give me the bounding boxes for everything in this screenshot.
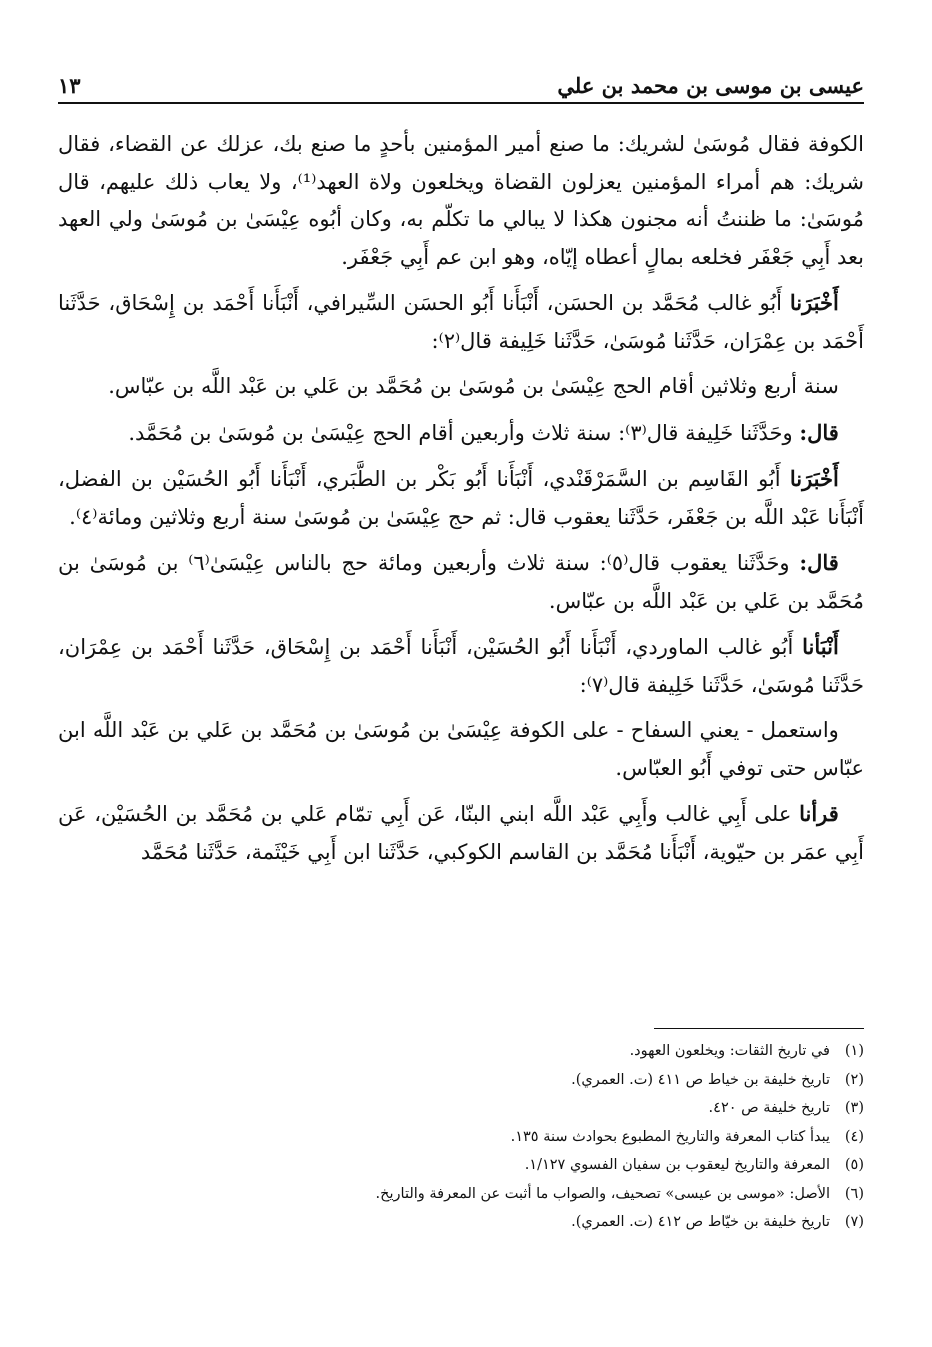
- footnote-list: [58, 1037, 864, 1237]
- footnote-text: الأصل: «موسى بن عيسى» تصحيف، والصواب ما أثبت عن المعرفة والتاريخ.: [375, 1185, 830, 1202]
- paragraph-text: وحَدَّثَنا يعقوب قال⁽٥⁾: سنة ثلاث وأربعين ومائة حج بالناس عِيْسَىٰ⁽٦⁾ بن مُوسَىٰ بن مُحَمَّد بن عَلي بن عَبْد اللَّه بن عبّاس.: [58, 551, 864, 613]
- footnote-number: (٣): [844, 1100, 864, 1116]
- paragraph-text: أَبُو غالب الماوردي، أَنْبَأَنا أَبُو الحُسَيْن، أَنْبَأَنا أَحْمَد بن إِسْحَاق، حَدَّثَنا أَحْمَد بن عِمْرَان، حَدَّثَنا مُوسَىٰ، حَدَّثَنا خَلِيفة قال⁽٧⁾:: [58, 635, 864, 697]
- paragraph: [58, 795, 864, 871]
- footnote: [58, 1066, 864, 1095]
- paragraph: [58, 460, 864, 536]
- paragraph-lead-word: أَنْبَأنا: [802, 634, 839, 659]
- footnote-text: تاريخ خليفة بن خياط ص ٤١١ (ت. العمري).: [571, 1071, 830, 1088]
- paragraph-text: سنة أربع وثلاثين أقام الحج عِيْسَىٰ بن مُوسَىٰ بن مُحَمَّد بن عَلي بن عَبْد اللَّه بن عبّاس.: [108, 374, 839, 398]
- book-page: [58, 62, 864, 879]
- paragraph: [58, 628, 864, 704]
- paragraph-lead-word: قال:: [799, 419, 839, 445]
- paragraph-lead-word: أَخْبَرَنا: [789, 466, 839, 491]
- paragraph-lead-word: قرأنا: [799, 801, 839, 826]
- footnote: [58, 1123, 864, 1152]
- footnote-text: تاريخ خليفة ص ٤٢٠.: [708, 1100, 830, 1116]
- paragraph-text: واستعمل - يعني السفاح - على الكوفة عِيْسَىٰ بن مُوسَىٰ بن مُحَمَّد بن عَلي بن عَبْد اللَّه ابن عبّاس حتى توفي أَبُو العبّاس.: [58, 718, 864, 780]
- running-header: [58, 62, 864, 104]
- paragraph-text: الكوفة فقال مُوسَىٰ لشريك: ما صنع أمير المؤمنين بأحدٍ ما صنع بك، عزلك عن القضاء، فقال شريك: هم أمراء المؤمنين يعزلون القضاة ويخلعون ولاة العهد⁽¹⁾، ولا يعاب ذلك عليهم، قال مُوسَىٰ: ما ظننتُ أنه مجنون هكذا لا يبالي ما تكلّم به، وكان أبُوه عِيْسَىٰ بن مُوسَىٰ ولي العهد بعد أَبِي جَعْفَر فخلعه بمالٍ أعطاه إيّاه، وهو ابن عم أَبِي جَعْفَر.: [58, 132, 864, 269]
- footnote: [58, 1037, 864, 1066]
- paragraph: [58, 544, 864, 620]
- paragraph: [58, 284, 864, 360]
- footnote-text: في تاريخ الثقات: ويخلعون العهود.: [629, 1043, 830, 1059]
- footnote-number: (٦): [844, 1185, 864, 1202]
- running-title: عيسى بن موسى بن محمد بن علي: [557, 73, 864, 98]
- footnote-number: (١): [844, 1043, 864, 1059]
- paragraph-text: أَبُو القَاسِم بن السَّمَرْقَنْدي، أَنْبَأَنا أَبُو بَكْر بن الطَّبَري، أَنْبَأَنا أَبُو الحُسَيْن بن الفضل، أَنْبَأَنا عَبْد اللَّه بن جَعْفَر، حَدَّثَنا يعقوب قال: ثم حج عِيْسَىٰ بن مُوسَىٰ سنة أربع وثلاثين ومائة⁽٤⁾.: [58, 467, 864, 529]
- footnote: [58, 1094, 864, 1123]
- footnote-text: المعرفة والتاريخ ليعقوب بن سفيان الفسوي ١/١٢٧.: [524, 1157, 830, 1173]
- page-number: ١٣: [58, 73, 81, 98]
- footnote-text: تاريخ خليفة بن خيّاط ص ٤١٢ (ت. العمري).: [571, 1214, 830, 1230]
- paragraph-text: أَبُو غالب مُحَمَّد بن الحسَن، أَنْبَأَنا أَبُو الحسَن السِّيرافي، أَنْبَأَنا أَحْمَد بن إِسْحَاق، حَدَّثَنا أَحْمَد بن عِمْرَان، حَدَّثَنا مُوسَىٰ، حَدَّثَنا خَلِيفة قال⁽٢⁾:: [58, 291, 864, 353]
- paragraph: [58, 368, 864, 406]
- footnote-number: (٢): [844, 1071, 864, 1088]
- footnote-separator: [654, 1028, 864, 1029]
- paragraph: [58, 126, 864, 276]
- footnote: [58, 1208, 864, 1237]
- footnote-number: (٥): [844, 1157, 864, 1173]
- footnote-number: (٤): [844, 1128, 864, 1145]
- paragraph-lead-word: قال:: [799, 550, 839, 575]
- footnote: [58, 1180, 864, 1209]
- paragraph: [58, 414, 864, 453]
- footnote-number: (٧): [844, 1214, 864, 1230]
- paragraph: [58, 712, 864, 787]
- footnote-text: يبدأ كتاب المعرفة والتاريخ المطبوع بحوادث سنة ١٣٥.: [510, 1128, 830, 1145]
- paragraph-lead-word: أَخْبَرَنا: [789, 290, 839, 315]
- footnote: [58, 1151, 864, 1180]
- paragraph-text: وحَدَّثَنا خَلِيفة قال⁽٣⁾: سنة ثلاث وأربعين أقام الحج عِيْسَىٰ بن مُوسَىٰ بن مُحَمَّد.: [128, 420, 800, 445]
- paragraph-text: على أَبِي غالب وأَبِي عَبْد اللَّه ابني البنّا، عَن أَبِي تمّام عَلي بن مُحَمَّد بن الحُسَيْن، عَن أَبِي عمَر بن حيّوية، أَنْبَأَنا مُحَمَّد بن القاسم الكوكبي، حَدَّثَنا ابن أَبِي خَيْثَمة، حَدَّثَنا مُحَمَّد: [58, 802, 864, 864]
- footnotes: [58, 1028, 864, 1237]
- main-text: [58, 126, 864, 871]
